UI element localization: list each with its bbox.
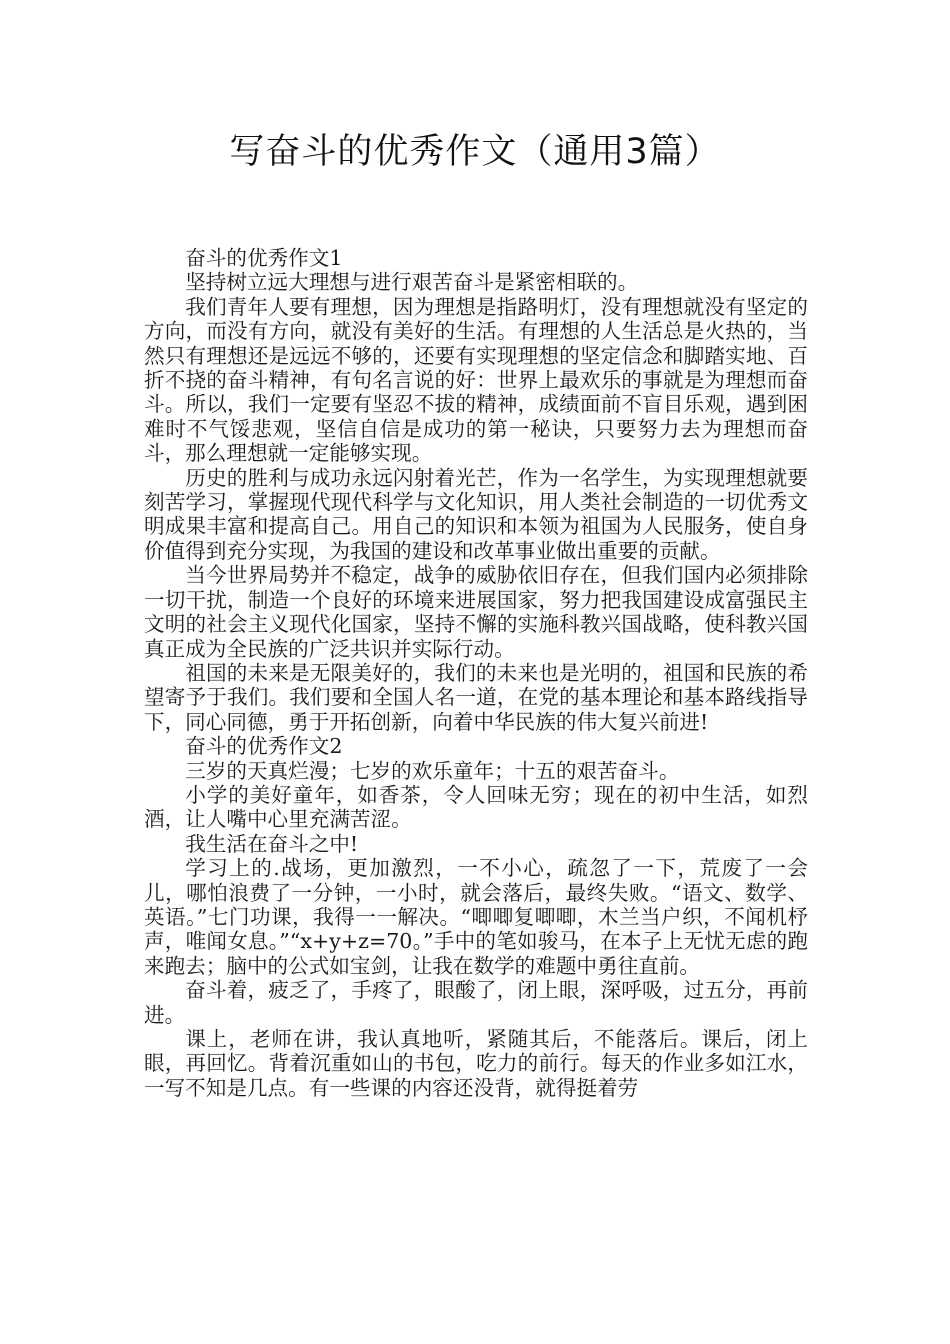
document-body xyxy=(144,246,808,1100)
paragraph: 我们青年人要有理想，因为理想是指路明灯，没有理想就没有坚定的方向，而没有方向，就没有美好的生活。有理想的人生活总是火热的，当然只有理想还是远远不够的，还要有实现理想的坚定信念和脚踏实地、百折不挠的奋斗精神，有句名言说的好：世界上最欢乐的事就是为理想而奋斗。所以，我们一定要有坚忍不拔的精神，成绩面前不盲目乐观，遇到困难时不气馁悲观，坚信自信是成功的第一秘诀，只要努力去为理想而奋斗，那么理想就一定能够实现。 xyxy=(144,294,808,466)
paragraph: 我生活在奋斗之中! xyxy=(185,831,359,856)
paragraph: 历史的胜利与成功永远闪射着光芒，作为一名学生，为实现理想就要刻苦学习，掌握现代现代科学与文化知识，用人类社会制造的一切优秀文明成果丰富和提高自己。用自己的知识和本领为祖国为人民服务，使自身价值得到充分实现，为我国的建设和改革事业做出重要的贡献。 xyxy=(144,465,808,563)
section-heading-2: 奋斗的优秀作文2 xyxy=(185,734,343,759)
document-title: 写奋斗的优秀作文（通用3篇） xyxy=(229,132,721,172)
paragraph: 课上，老师在讲，我认真地听，紧随其后，不能落后。课后，闭上眼，再回忆。背着沉重如山的书包，吃力的前行。每天的作业多如江水，一写不知是几点。有一些课的内容还没背，就得挺着劳 xyxy=(144,1027,808,1100)
paragraph: 三岁的天真烂漫；七岁的欢乐童年；十五的艰苦奋斗。 xyxy=(185,758,680,783)
paragraph: 学习上的.战场，更加激烈，一不小心，疏忽了一下，荒废了一会儿，哪怕浪费了一分钟，一小时，就会落后，最终失败。“语文、数学、英语。”七门功课，我得一一解决。“唧唧复唧唧，木兰当户织，不闻机杼声，唯闻女息。”“x+y+z=70。”手中的笔如骏马，在本子上无忧无虑的跑来跑去；脑中的公式如宝剑，让我在数学的难题中勇往直前。 xyxy=(144,856,808,978)
section-heading-1: 奋斗的优秀作文1 xyxy=(185,246,343,270)
paragraph: 坚持树立远大理想与进行艰苦奋斗是紧密相联的。 xyxy=(185,270,639,295)
paragraph: 当今世界局势并不稳定，战争的威胁依旧存在，但我们国内必须排除一切干扰，制造一个良好的环境来进展国家，努力把我国建设成富强民主文明的社会主义现代化国家，坚持不懈的实施科教兴国战略，使科教兴国真正成为全民族的广泛共识并实际行动。 xyxy=(144,563,808,661)
paragraph: 奋斗着，疲乏了，手疼了，眼酸了，闭上眼，深呼吸，过五分，再前进。 xyxy=(144,978,808,1027)
paragraph: 祖国的未来是无限美好的，我们的未来也是光明的，祖国和民族的希望寄予于我们。我们要和全国人名一道，在党的基本理论和基本路线指导下，同心同德，勇于开拓创新，向着中华民族的伟大复兴前进! xyxy=(144,660,808,734)
paragraph: 小学的美好童年，如香茶，令人回味无穷；现在的初中生活，如烈酒，让人嘴中心里充满苦涩。 xyxy=(144,782,808,832)
